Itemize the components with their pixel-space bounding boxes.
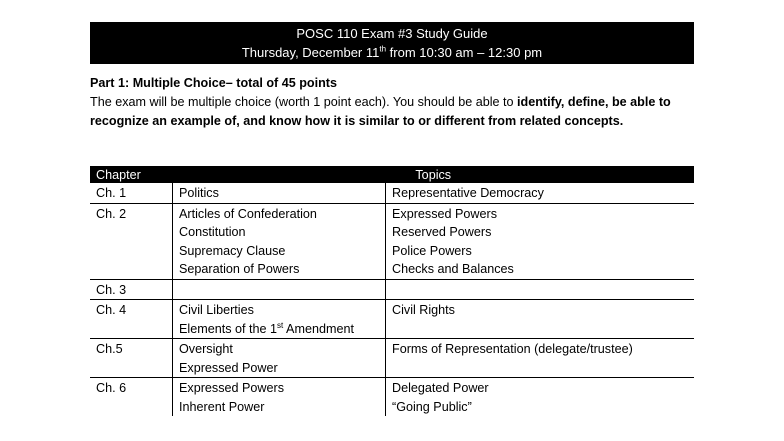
date-text: Thursday, December 11 xyxy=(241,45,380,60)
table-header-row xyxy=(90,166,694,183)
table-row xyxy=(90,339,694,378)
topics-cell-left xyxy=(173,183,386,203)
topics-cell-left xyxy=(173,378,386,417)
instructions-bold-text: identify, define, be able to recognize an example of, and know how it is similar to or different from related concepts. xyxy=(90,95,671,128)
header-topics: Topics xyxy=(173,166,695,183)
title-line-1: POSC 110 Exam #3 Study Guide xyxy=(296,26,488,41)
topic-item: Expressed Powers xyxy=(179,381,284,395)
chapter-cell: Ch. 3 xyxy=(90,279,173,300)
topic-item: Expressed Powers xyxy=(392,206,497,221)
part1-instructions xyxy=(90,93,694,131)
table-row xyxy=(90,203,694,279)
table-row xyxy=(90,279,694,300)
amendment-suffix: Amendment xyxy=(283,321,354,336)
time-text: from 10:30 am – 12:30 pm xyxy=(386,45,543,60)
topics-cell-left xyxy=(173,339,386,378)
title-line-2 xyxy=(90,43,694,62)
table-row xyxy=(90,378,694,417)
chapter-cell: Ch. 1 xyxy=(90,183,173,203)
topic-item: Articles of Confederation xyxy=(179,206,317,221)
topics-cell-right xyxy=(386,203,695,279)
topic-item xyxy=(179,320,379,339)
part1-title: Part 1: Multiple Choice– total of 45 points xyxy=(90,76,338,90)
amendment-text: Elements of the 1 xyxy=(179,321,278,336)
topic-item: Representative Democracy xyxy=(392,186,544,200)
topic-item: “Going Public” xyxy=(392,399,472,414)
topic-item: Reserved Powers xyxy=(392,225,492,239)
topic-item: Separation of Powers xyxy=(179,262,300,276)
date-ordinal: th xyxy=(379,44,387,54)
topic-item: Inherent Power xyxy=(179,399,265,414)
header-chapter: Chapter xyxy=(90,166,173,183)
amendment-ordinal: st xyxy=(277,320,284,330)
table-row xyxy=(90,300,694,339)
topic-item: Supremacy Clause xyxy=(179,243,286,258)
topics-cell-right xyxy=(386,300,695,339)
part1-section xyxy=(90,74,694,131)
instructions-text: The exam will be multiple choice (worth 1 point each). You should be able to xyxy=(90,95,518,109)
table-row xyxy=(90,183,694,203)
chapter-cell: Ch. 6 xyxy=(96,381,127,395)
topic-item: Expressed Power xyxy=(179,360,278,375)
chapter-cell: Ch.5 xyxy=(90,339,173,378)
topic-item: Oversight xyxy=(179,342,233,356)
topic-item: Civil Liberties xyxy=(179,303,254,317)
topic-item: Delegated Power xyxy=(392,381,489,395)
topics-cell-left xyxy=(173,300,386,339)
topic-item: Civil Rights xyxy=(392,303,455,317)
topic-item: Checks and Balances xyxy=(392,262,514,276)
topics-cell-right xyxy=(386,378,695,417)
topics-cell-left xyxy=(173,203,386,279)
topic-item: Police Powers xyxy=(392,243,472,258)
topics-cell-right xyxy=(386,183,695,203)
title-banner xyxy=(90,22,694,64)
chapter-cell: Ch. 2 xyxy=(90,203,173,279)
topic-item: Constitution xyxy=(179,225,246,239)
topic-item: Politics xyxy=(179,186,219,200)
topics-cell-left xyxy=(173,279,386,300)
topics-table xyxy=(90,166,694,416)
topics-cell-right xyxy=(386,279,695,300)
topics-cell-right xyxy=(386,339,695,378)
chapter-cell: Ch. 4 xyxy=(90,300,173,339)
topic-item: Forms of Representation (delegate/trustee) xyxy=(392,342,633,356)
